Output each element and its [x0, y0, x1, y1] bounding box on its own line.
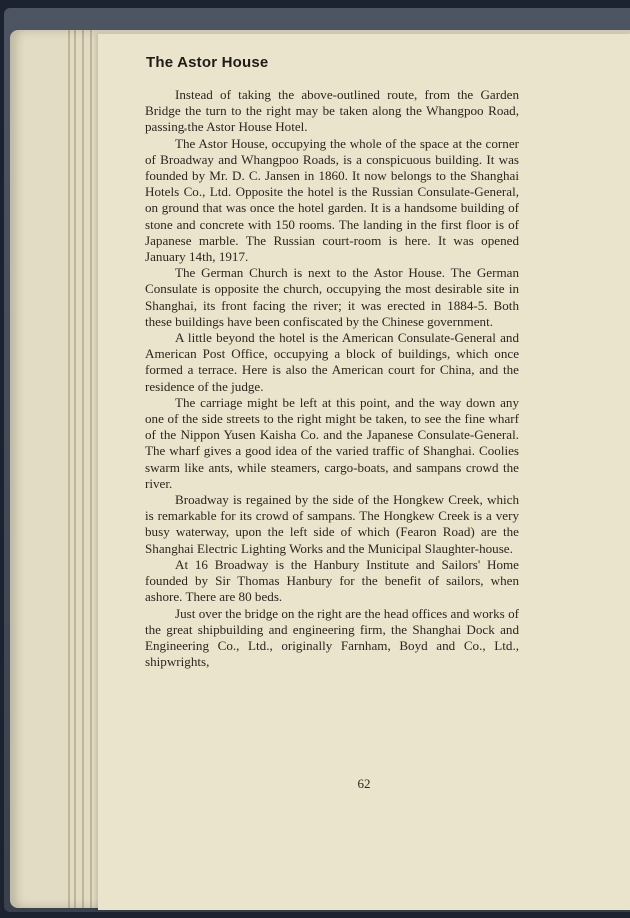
page-header: The Astor House — [146, 54, 269, 71]
page-edge-line — [82, 30, 84, 908]
page-edge-line — [68, 30, 70, 908]
body-text — [145, 87, 519, 670]
paragraph: At 16 Broadway is the Hanbury Institute and Sailors' Home founded by Sir Thomas Hanbury for the benefit of sailors, when ashore. There are 80 beds. — [145, 556, 519, 605]
paragraph: The Astor House, occupying the whole of the space at the corner of Broadway and Whangpoo Roads, is a conspicuous building. It was founded by Mr. D. C. Jansen in 1860. It now belongs to the Shanghai Hotels Co., Ltd. Opposite the hotel is the Russian Consulate-General, on ground that was once the hotel garden. It is a handsome building of stone and concrete with 150 rooms. The landing in the first floor is of Japanese marble. The Russian court-room is here. It was opened January 14th, 1917. — [145, 135, 519, 265]
paragraph: Broadway is regained by the side of the Hongkew Creek, which is remarkable for its crowd of sampans. The Hongkew Creek is a very busy waterway, upon the left side of which (Fearon Road) are the Shanghai Electric Lighting Works and the Municipal Slaughter-house. — [145, 492, 519, 556]
paragraph: Just over the bridge on the right are the head offices and works of the great shipbuilding and engineering firm, the Shanghai Dock and Engineering Co., Ltd., originally Farnham, Boyd and Co., Ltd., shipwrights, — [145, 605, 519, 670]
paragraph: The German Church is next to the Astor House. The German Consulate is opposite the church, occupying the most desirable site in Shanghai, its front facing the river; it was erected in 1884-5. Both these buildings have been confiscated by the Chinese government. — [145, 265, 519, 329]
paragraph: Instead of taking the above-outlined route, from the Garden Bridge the turn to the right may be taken along the Whangpoo Road, passing the Astor House Hotel. — [145, 87, 519, 135]
paragraph: A little beyond the hotel is the American Consulate-General and American Post Office, occupying a block of buildings, which once formed a terrace. Here is also the American court for China, and the residence of the judge. — [145, 330, 519, 394]
paragraph: The carriage might be left at this point, and the way down any one of the side streets to the right might be taken, to see the fine wharf of the Nippon Yusen Kaisha Co. and the Japanese Consulate-General. The wharf gives a good idea of the varied traffic of Shanghai. Coolies swarm like ants, while steamers, cargo-boats, and sampans crowd the river. — [145, 394, 519, 491]
page-number: 62 — [357, 776, 371, 791]
page-edge-line — [74, 30, 76, 908]
page-edge-line — [90, 30, 92, 908]
